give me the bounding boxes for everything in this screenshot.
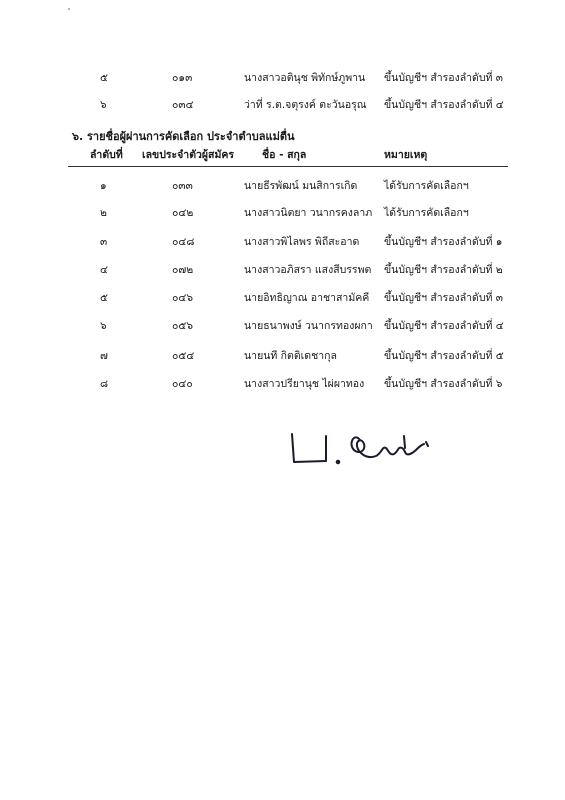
header-divider [68,166,508,167]
applicant-name: นางสาวอตินุช พิทักษ์ภูพาน [244,72,366,84]
table-row [0,97,565,113]
applicant-name: นายธีรพัฒน์ มนสิการเกิด [244,180,358,192]
header-number: ลำดับที่ [90,149,123,161]
table-row [0,348,565,364]
table-row [0,318,565,334]
row-number: ๘ [100,378,109,390]
header-note: หมายเหตุ [384,149,428,161]
applicant-code: ๐๓๔ [172,99,194,111]
table-row [0,262,565,278]
applicant-code: ๐๑๓ [172,72,193,84]
table-row [0,234,565,250]
handwritten-signature [286,426,436,472]
section-title: ๖. รายชื่อผู้ผ่านการคัดเลือก ประจำตำบลแม่ตื่น [72,130,295,143]
row-number: ๕ [100,72,108,84]
applicant-code: ๐๕๖ [172,320,194,332]
applicant-code: ๐๔๒ [172,207,194,219]
applicant-name: นายธนาพงษ์ วนากรทองผกา [244,320,373,332]
row-note: ขึ้นบัญชีฯ สำรองลำดับที่ ๔ [384,320,504,332]
applicant-name: นายอิทธิญาณ อาชาสามัคคี [244,292,370,304]
header-code: เลขประจำตัวผู้สมัคร [142,149,235,161]
row-number: ๒ [100,207,107,219]
applicant-code: ๐๔๘ [172,236,195,248]
row-note: ขึ้นบัญชีฯ สำรองลำดับที่ ๔ [384,99,504,111]
row-number: ๖ [100,320,107,332]
applicant-name: นางสาวนิตยา วนากรคงลาภ [244,207,373,219]
applicant-name: นางสาวพิไลพร พิถีสะอาด [244,236,360,248]
row-note: ขึ้นบัญชีฯ สำรองลำดับที่ ๓ [384,292,503,304]
table-row [0,290,565,306]
table-row [0,178,565,194]
header-name: ชื่อ - สกุล [262,149,307,161]
row-note: ขึ้นบัญชีฯ สำรองลำดับที่ ๓ [384,72,503,84]
table-row [0,70,565,86]
applicant-code: ๐๗๒ [172,264,194,276]
applicant-name: นายนที กิตติเดชากุล [244,350,337,362]
table-row [0,376,565,392]
table-row [0,205,565,221]
row-note: ขึ้นบัญชีฯ สำรองลำดับที่ ๖ [384,378,503,390]
row-number: ๔ [100,264,108,276]
row-note: ขึ้นบัญชีฯ สำรองลำดับที่ ๒ [384,264,503,276]
applicant-code: ๐๔๐ [172,378,193,390]
applicant-name: ว่าที่ ร.ต.จตุรงค์ ตะวันอรุณ [244,99,367,111]
applicant-name: นางสาวปรียานุช ไผ่ผาทอง [244,378,365,390]
applicant-name: นางสาวอภิสรา แสงสีบรรพต [244,264,372,276]
applicant-code: ๐๓๓ [172,180,193,192]
applicant-code: ๐๕๔ [172,350,195,362]
row-note: ขึ้นบัญชีฯ สำรองลำดับที่ ๑ [384,236,503,248]
row-note: ได้รับการคัดเลือกฯ [384,207,469,219]
applicant-code: ๐๔๖ [172,292,194,304]
row-number: ๑ [100,180,107,192]
row-note: ขึ้นบัญชีฯ สำรองลำดับที่ ๕ [384,350,504,362]
row-number: ๗ [100,350,108,362]
row-number: ๖ [100,99,107,111]
scan-speck [68,8,70,10]
row-number: ๕ [100,292,108,304]
row-number: ๓ [100,236,108,248]
row-note: ได้รับการคัดเลือกฯ [384,180,469,192]
